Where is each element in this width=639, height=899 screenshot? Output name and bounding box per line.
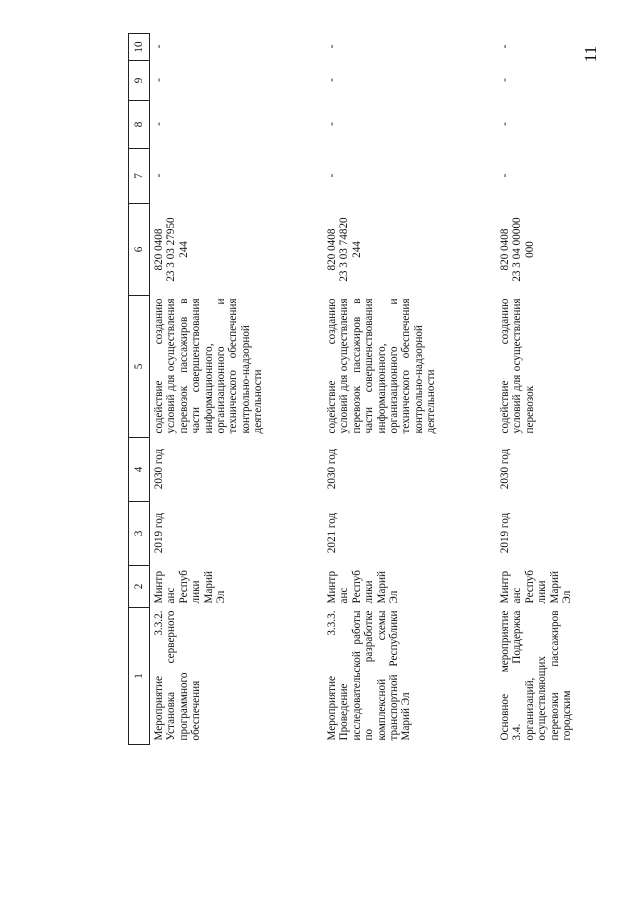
budget-code-cell [496, 204, 584, 296]
expected-result-cell: содействие созданию условий для осуществления перевозок пассажиров в части совершенствования информационного, организационного и технического обеспечения контрольно-надзорной деятельности [326, 298, 438, 434]
budget-code-line: 820 0408 [153, 228, 165, 271]
budget-code-line: 820 0408 [499, 228, 511, 271]
value-cell: - [499, 122, 511, 126]
measure-name-cell: Мероприятие 3.3.3. Проведение исследовательской работы по разработке комплексной схемы транспортной Республики Марий Эл [326, 610, 413, 741]
budget-code-cell [323, 204, 496, 296]
column-header: 10 [129, 34, 150, 61]
value-cell: - [326, 173, 338, 178]
budget-code-line: 244 [177, 241, 190, 258]
column-header: 3 [129, 502, 150, 566]
executor-cell: Минтранс Республики Марий Эл [326, 570, 401, 604]
table-row [150, 34, 324, 745]
value-cell: - [153, 173, 165, 178]
start-year-cell: 2021 год [326, 512, 338, 554]
expected-result-cell: содействие созданию условий для осуществления перевозок пассажиров в части совершенствования информационного, организационного и технического обеспечения контрольно-надзорной деятельности [153, 298, 265, 434]
value-cell: - [499, 173, 511, 178]
column-header: 8 [129, 101, 150, 149]
header-row [129, 34, 150, 745]
start-year-cell: 2019 год [499, 512, 511, 554]
budget-code-line: 820 0408 [326, 228, 338, 271]
value-cell: - [153, 44, 165, 49]
budget-code-line: 23 3 04 00000 [511, 217, 524, 282]
budget-code-cell [150, 204, 324, 296]
table-container [128, 34, 592, 745]
end-year-cell: 2030 год [499, 448, 511, 490]
measure-name-cell: Основное мероприятие 3.4. Поддержка организаций, осуществляющих перевозки пассажиров городским [499, 610, 574, 741]
column-header: 5 [129, 296, 150, 438]
value-cell: - [153, 78, 165, 82]
column-header: 6 [129, 204, 150, 296]
column-header: 2 [129, 566, 150, 608]
column-header: 4 [129, 438, 150, 502]
budget-code-line: 23 3 03 74820 [338, 217, 351, 282]
value-cell: - [326, 44, 338, 49]
budget-code-line: 000 [523, 241, 536, 258]
measure-name-cell: Мероприятие 3.3.2. Установка серверного программного обеспечения [153, 610, 203, 741]
table-row [323, 34, 496, 745]
column-header: 1 [129, 608, 150, 745]
budget-code-line: 23 3 03 27950 [165, 217, 178, 282]
end-year-cell: 2030 год [326, 448, 338, 490]
table-row [496, 34, 584, 745]
executor-cell: Минтранс Республики Марий Эл [499, 570, 574, 604]
value-cell: - [326, 78, 338, 82]
start-year-cell: 2019 год [153, 512, 165, 554]
value-cell: - [326, 122, 338, 126]
expected-result-cell: содействие созданию условий для осуществления перевозок [499, 298, 536, 434]
page-number: 11 [581, 45, 600, 63]
value-cell: - [499, 44, 511, 49]
column-header: 9 [129, 61, 150, 101]
executor-cell: Минтранс Республики Марий Эл [153, 570, 228, 604]
column-header: 7 [129, 149, 150, 204]
value-cell: - [153, 122, 165, 126]
value-cell: - [499, 78, 511, 82]
budget-code-line: 244 [350, 241, 363, 258]
end-year-cell: 2030 год [153, 448, 165, 490]
program-measures-table [128, 33, 584, 745]
